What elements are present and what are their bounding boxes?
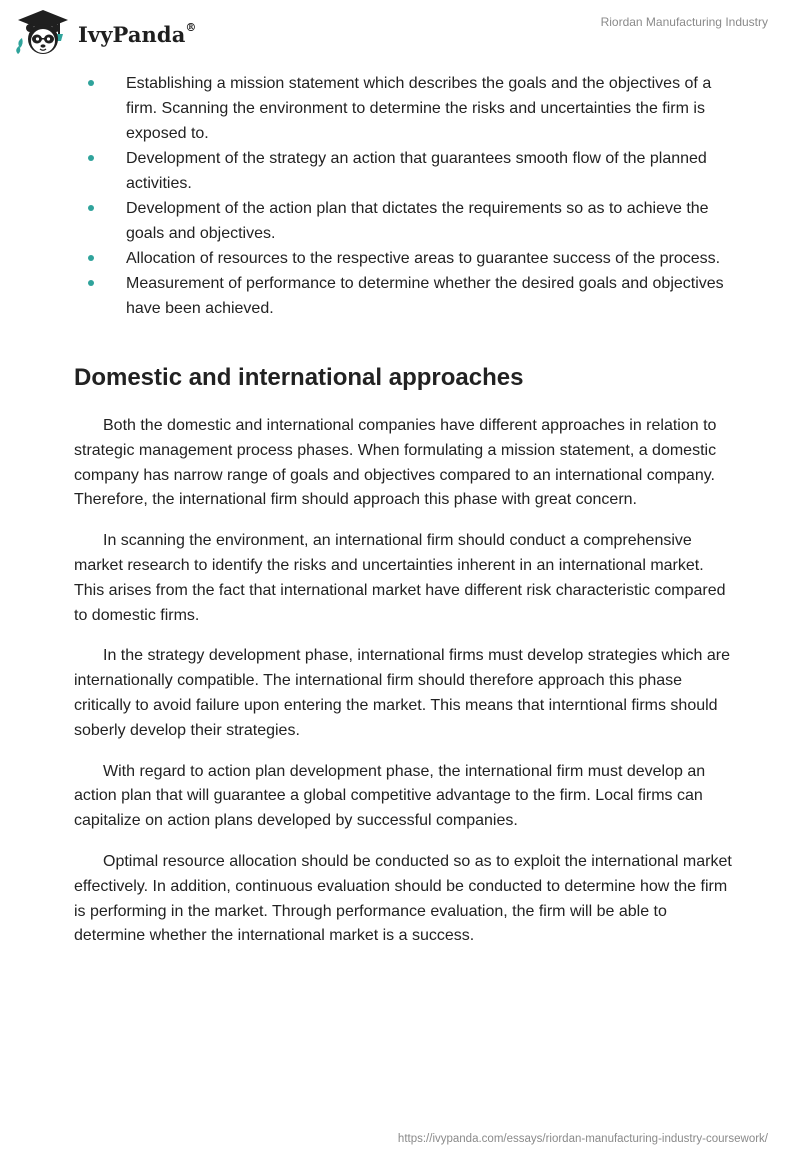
page-header	[0, 0, 800, 70]
list-item: Development of the strategy an action that guarantees smooth flow of the planned activities.	[0, 146, 800, 196]
ivypanda-logo[interactable]	[14, 8, 197, 58]
bullet-dot-icon	[88, 80, 94, 86]
panda-logo-icon	[14, 8, 72, 58]
paragraph: Both the domestic and international companies have different approaches in relation to strategic management process phases. When formulating a mission statement, a domestic company has narrow range of goals and objectives compared to an international company. Therefore, the international firm should approach this phase with great concern.	[74, 417, 717, 509]
source-url-link[interactable]: https://ivypanda.com/essays/riordan-manufacturing-industry-coursework/	[397, 1133, 768, 1145]
bullet-dot-icon	[88, 205, 94, 211]
bullet-dot-icon	[88, 155, 94, 161]
paragraph: In scanning the environment, an international firm should conduct a comprehensive market research to identify the risks and uncertainties inherent in an international market. This arises from the fact that international market have different risk characteristic compared to domestic firms.	[74, 532, 726, 624]
section-heading: Domestic and international approaches	[74, 364, 524, 391]
section-body	[74, 414, 734, 965]
phase-bullet-list	[0, 71, 800, 321]
paragraph: With regard to action plan development phase, the international firm must develop an action plan that will guarantee a global competitive advantage to the firm. Local firms can capitalize on action plans developed by successful companies.	[74, 762, 706, 830]
paragraph: Optimal resource allocation should be conducted so as to exploit the international market effectively. In addition, continuous evaluation should be conducted to determine how the firm is performing in the market. Through performance evaluation, the firm will be able to determine whether the international market is a success.	[74, 852, 732, 945]
logo-wordmark: IvyPanda®	[78, 20, 197, 47]
bullet-dot-icon	[88, 280, 94, 286]
paragraph: In the strategy development phase, international firms must develop strategies which are internationally compatible. The international firm should therefore approach this phase critically to avoid failure upon entering the market. This means that interntional firms should soberly develop their strategies.	[74, 647, 730, 739]
list-item: Allocation of resources to the respective areas to guarantee success of the process.	[0, 246, 800, 271]
bullet-dot-icon	[88, 255, 94, 261]
list-item: Development of the action plan that dictates the requirements so as to achieve the goals and objectives.	[0, 196, 800, 246]
list-item: Establishing a mission statement which describes the goals and the objectives of a firm. Scanning the environment to determine the risks and uncertainties the firm is exposed to.	[0, 71, 800, 146]
list-item: Measurement of performance to determine whether the desired goals and objectives have been achieved.	[0, 271, 800, 321]
document-title: Riordan Manufacturing Industry	[600, 15, 768, 29]
